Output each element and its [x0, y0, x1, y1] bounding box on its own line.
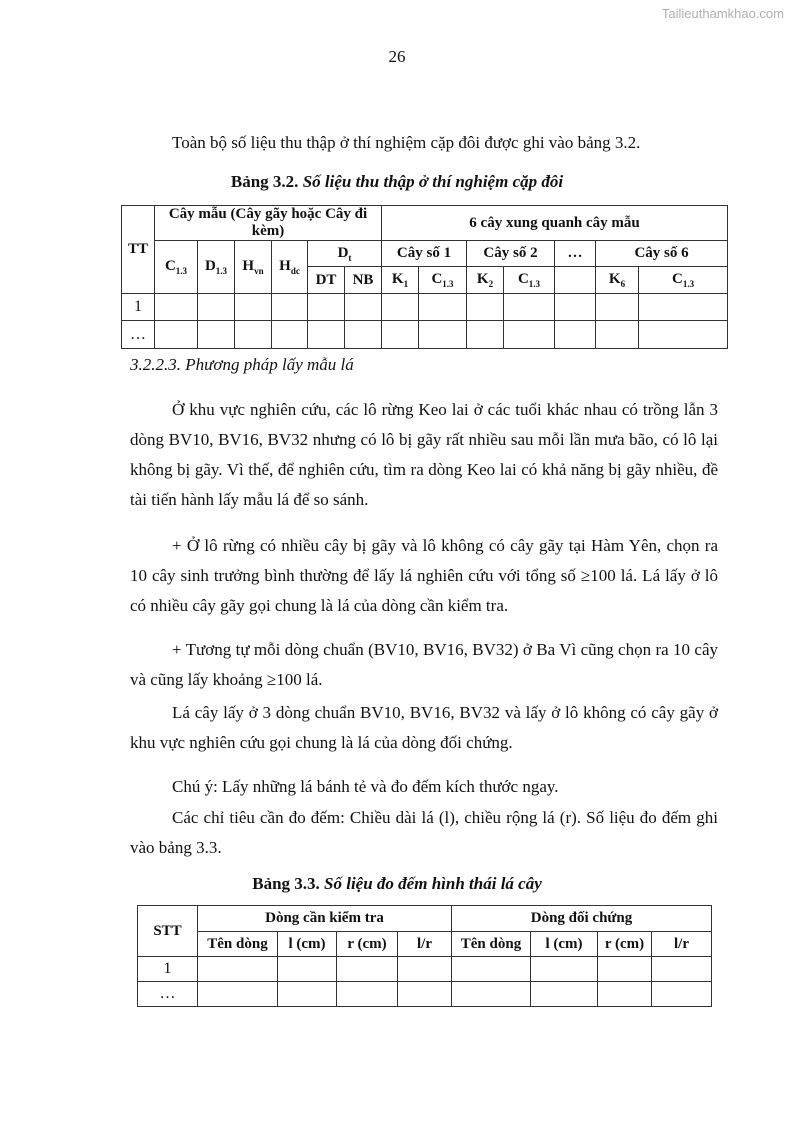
section-heading: 3.2.2.3. Phương pháp lấy mẫu lá: [130, 355, 354, 374]
header-c13-1: $C_{1.3}$: [419, 267, 467, 294]
caption-title: Số liệu đo đếm hình thái lá cây: [324, 874, 542, 893]
table-row: [122, 294, 728, 321]
header-stt: STT: [138, 906, 198, 957]
header-d13: $D_{1.3}$: [198, 241, 235, 294]
caption-label: Bảng 3.2.: [230, 172, 299, 191]
intro-paragraph: Toàn bộ số liệu thu thập ở thí nghiệm cặp đôi được ghi vào bảng 3.2.: [172, 133, 641, 152]
paragraph: Các chỉ tiêu cần đo đếm: Chiều dài lá (l), chiều rộng lá (r). Số liệu đo đếm ghi vào bảng 3.3.: [130, 808, 718, 857]
header-k1: $K_1$: [382, 267, 419, 294]
header-length: l (cm): [278, 932, 337, 957]
header-ellipsis: …: [555, 241, 596, 267]
table-row: [138, 982, 712, 1007]
header-empty: [555, 267, 596, 294]
paragraph: + Tương tự mỗi dòng chuẩn (BV10, BV16, BV32) ở Ba Vì cũng chọn ra 10 cây và cũng lấy khoảng ≥100 lá.: [130, 640, 718, 689]
header-ratio: l/r: [652, 932, 712, 957]
header-control-line: Dòng đối chứng: [452, 906, 712, 932]
header-tree-6: Cây số 6: [596, 241, 728, 267]
header-tree-2: Cây số 2: [467, 241, 555, 267]
header-c13-2: $C_{1.3}$: [504, 267, 555, 294]
header-dt-dt: DT: [308, 267, 345, 294]
table-3-3: [137, 905, 712, 1007]
header-sample-tree: Cây mẫu (Cây gãy hoặc Cây đi kèm): [155, 206, 382, 241]
table-row: [138, 957, 712, 982]
header-dt-nb: NB: [345, 267, 382, 294]
paragraph: Ở khu vực nghiên cứu, các lô rừng Keo lai ở các tuổi khác nhau có trồng lẫn 3 dòng BV10, BV16, BV32 nhưng có lô bị gãy rất nhiều sau mỗi lần mưa bão, có lô lại không bị gãy. Vì thế, để nghiên cứu, tìm ra dòng Keo lai có khả năng bị gãy nhiều, đề tài tiến hành lấy mẫu lá để so sánh.: [130, 400, 718, 509]
row-index: …: [138, 982, 198, 1007]
header-line-name: Tên dòng: [452, 932, 531, 957]
table-row: [122, 321, 728, 349]
header-dt: $D_t$: [308, 241, 382, 267]
watermark: Tailieuthamkhao.com: [661, 6, 784, 21]
header-ratio: l/r: [398, 932, 452, 957]
header-c13-6: $C_{1.3}$: [639, 267, 728, 294]
caption-title: Số liệu thu thập ở thí nghiệm cặp đôi: [302, 172, 564, 191]
table-3-2: [121, 205, 728, 349]
paragraph: + Ở lô rừng có nhiều cây bị gãy và lô không có cây gãy tại Hàm Yên, chọn ra 10 cây sinh trưởng bình thường để lấy lá nghiên cứu với tổng số ≥100 lá. Lá lấy ở lô có nhiều cây gãy gọi chung là lá của dòng cần kiểm tra.: [130, 536, 718, 615]
header-length: l (cm): [531, 932, 598, 957]
paragraph: Chú ý: Lấy những lá bánh tẻ và đo đếm kích thước ngay.: [172, 777, 559, 796]
table-3-3-caption: [0, 874, 794, 894]
header-tt: TT: [122, 206, 155, 294]
caption-label: Bảng 3.3.: [252, 874, 320, 893]
table-3-2-caption: [0, 172, 794, 192]
row-index: 1: [138, 957, 198, 982]
row-index: 1: [122, 294, 155, 321]
header-tree-1: Cây số 1: [382, 241, 467, 267]
header-hvn: $H_{vn}$: [235, 241, 272, 294]
header-width: r (cm): [337, 932, 398, 957]
header-six-trees: 6 cây xung quanh cây mẫu: [382, 206, 728, 241]
header-k6: $K_6$: [596, 267, 639, 294]
header-width: r (cm): [598, 932, 652, 957]
header-line-name: Tên dòng: [198, 932, 278, 957]
paragraph: Lá cây lấy ở 3 dòng chuẩn BV10, BV16, BV32 và lấy ở lô không có cây gãy ở khu vực nghiên cứu gọi chung là lá của dòng đối chứng.: [130, 703, 718, 752]
header-hdc: $H_{dc}$: [272, 241, 308, 294]
header-c13: $C_{1.3}$: [155, 241, 198, 294]
page-number: 26: [388, 47, 406, 66]
header-test-line: Dòng cần kiểm tra: [198, 906, 452, 932]
row-index: …: [122, 321, 155, 349]
header-k2: $K_2$: [467, 267, 504, 294]
